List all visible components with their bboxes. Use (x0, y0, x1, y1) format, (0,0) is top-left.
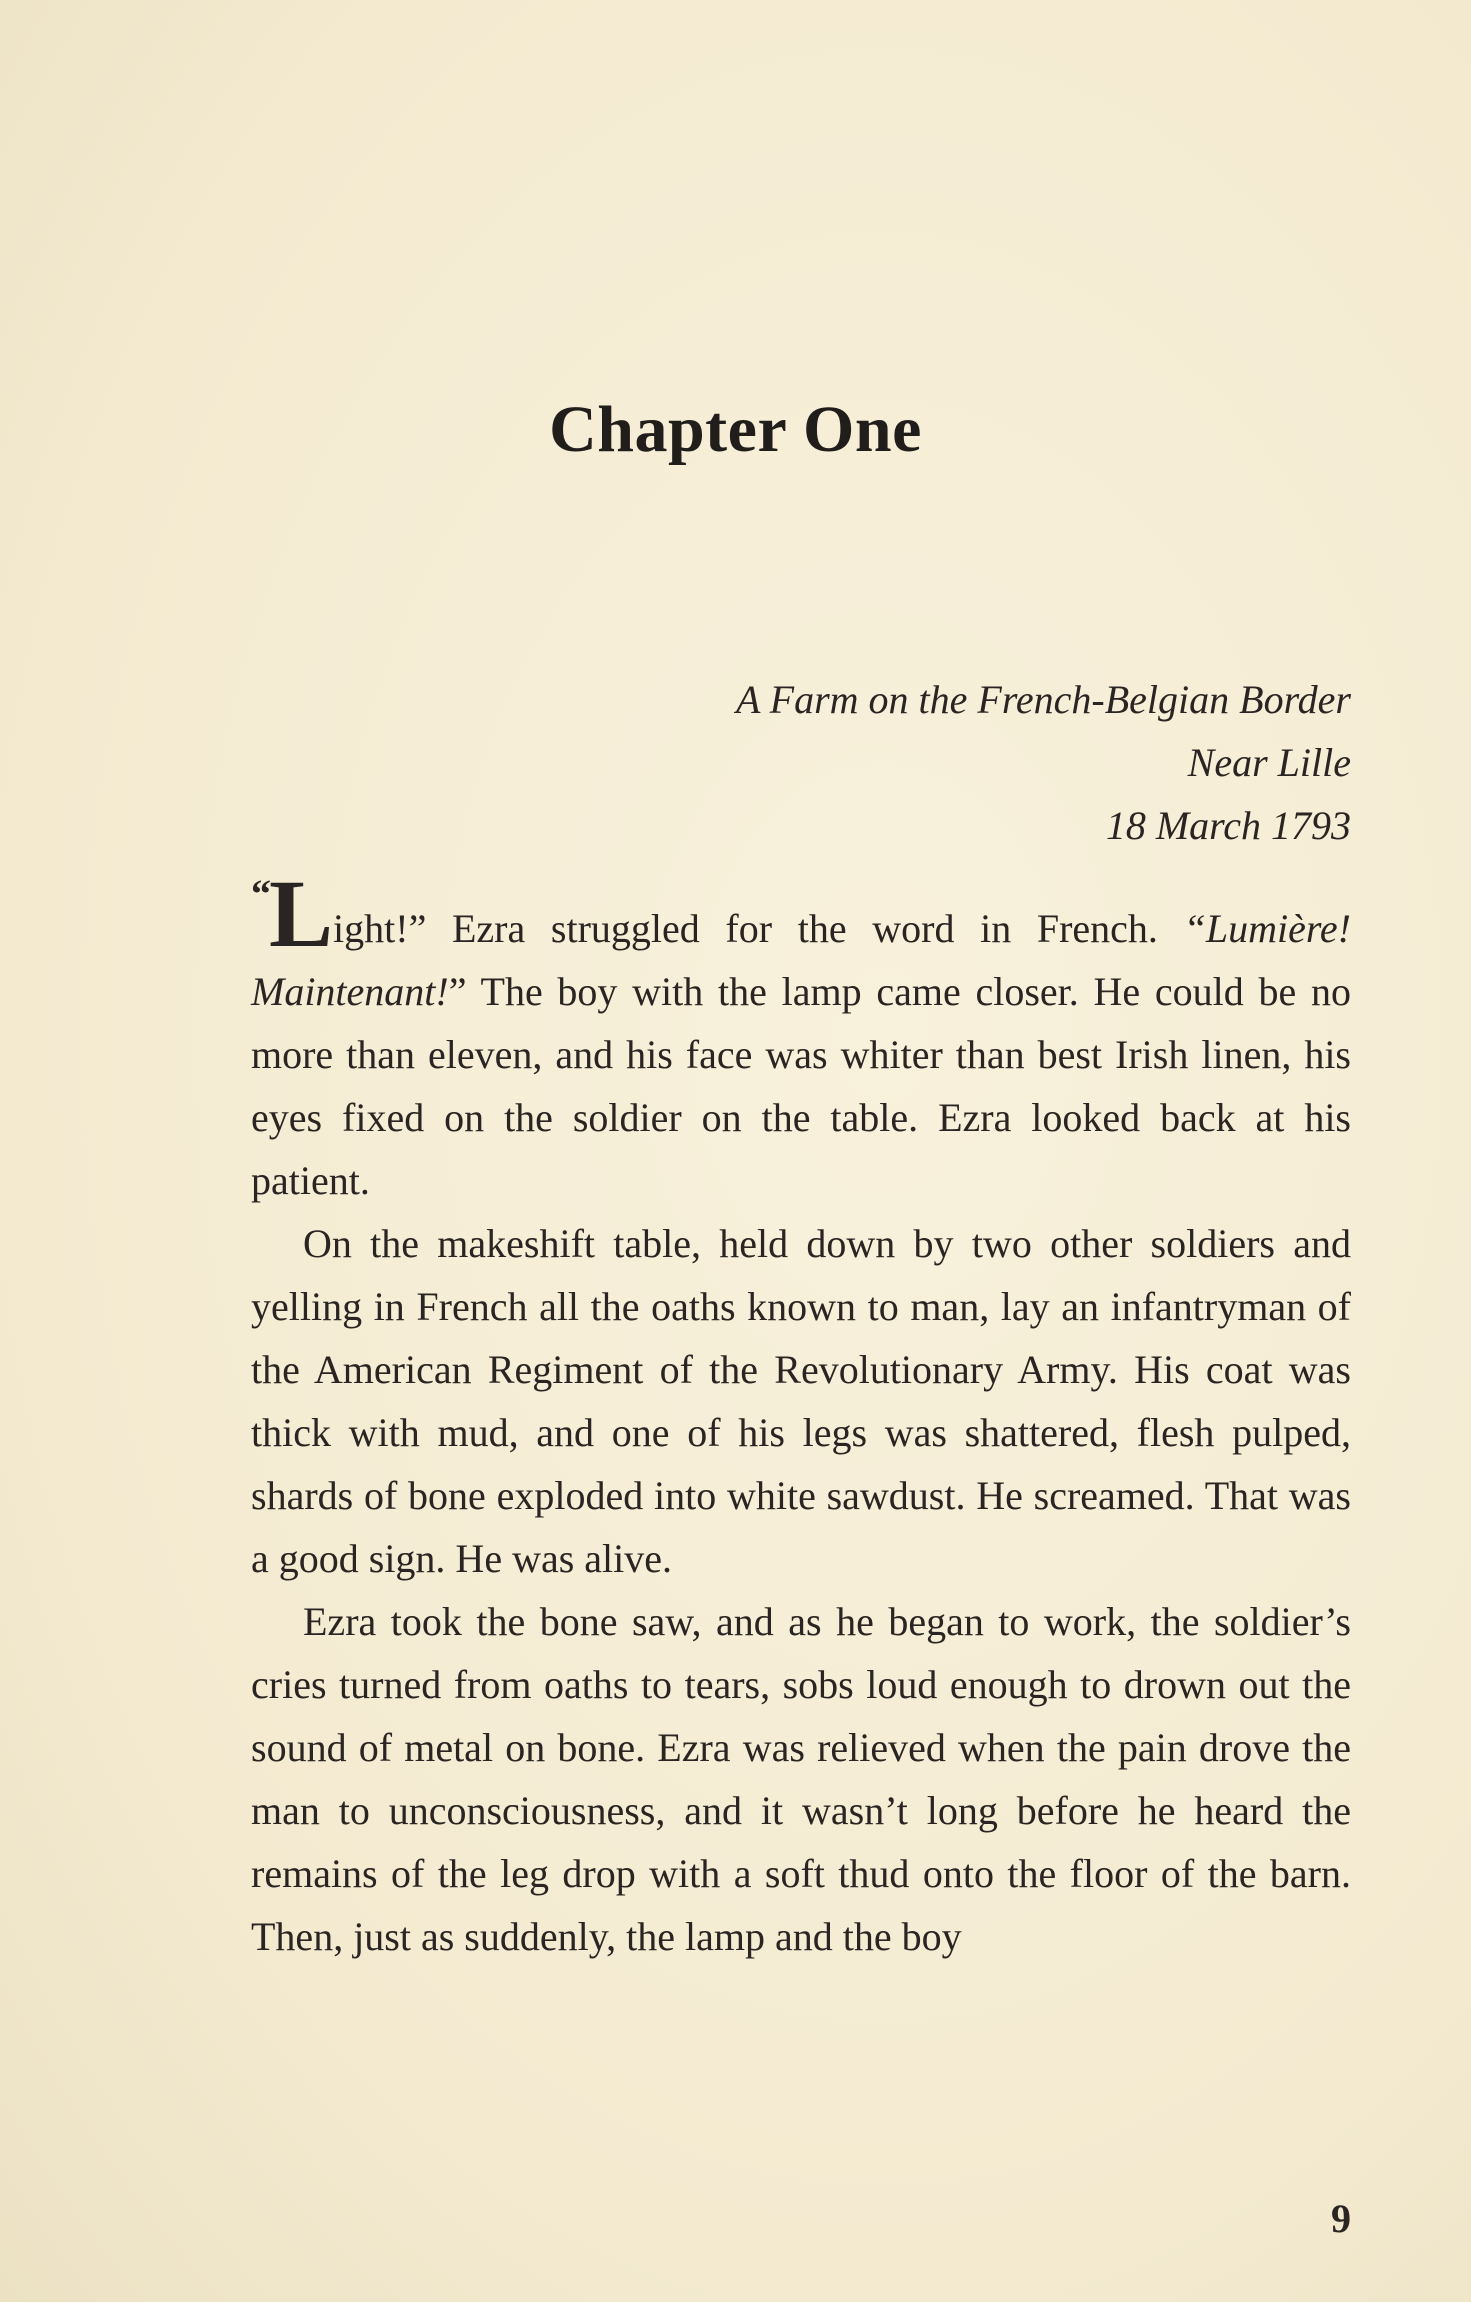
chapter-title: Chapter One (549, 393, 922, 466)
paragraph-3: Ezra took the bone saw, and as he began to work, the soldier’s cries turned from oaths to tears, sobs loud enough to drown out the sound of metal on bone. Ezra was relieved when the pain drove the man to unconsciousness, and it wasn’t long before he heard the remains of the leg drop with a soft thud onto the floor of the barn. Then, just as suddenly, the lamp and the boy (251, 1599, 1351, 1959)
location-line-near: Near Lille (1187, 740, 1351, 785)
location-line-date: 18 March 1793 (1105, 803, 1351, 848)
location-line-place: A Farm on the French-Belgian Border (735, 677, 1351, 722)
paragraph-2: On the makeshift table, held down by two other soldiers and yelling in French all the oaths known to man, lay an infantryman of the American Regiment of the Revolutionary Army. His coat was thick with mud, and one of his legs was shattered, flesh pulped, shards of bone exploded into white sawdust. He screamed. That was a good sign. He was alive. (251, 1221, 1351, 1581)
dropcap-letter: L (269, 860, 334, 967)
page-number: 9 (1331, 2196, 1351, 2241)
paragraph-1-text-a: ight!” Ezra struggled for the word in French. (333, 906, 1184, 951)
paragraph-1-text-b: ” The boy with the lamp came closer. He could be no more than eleven, and his face was whiter than best Irish linen, his eyes fixed on the soldier on the table. Ezra looked back at his patient. (251, 969, 1351, 1203)
dropcap-quote: “ (251, 871, 271, 916)
location-heading (736, 668, 1351, 857)
paragraph-1-italic: “Lumière! Maintenant! (251, 906, 1351, 1014)
paragraph-1 (251, 860, 1351, 1212)
body-text (251, 860, 1351, 1968)
